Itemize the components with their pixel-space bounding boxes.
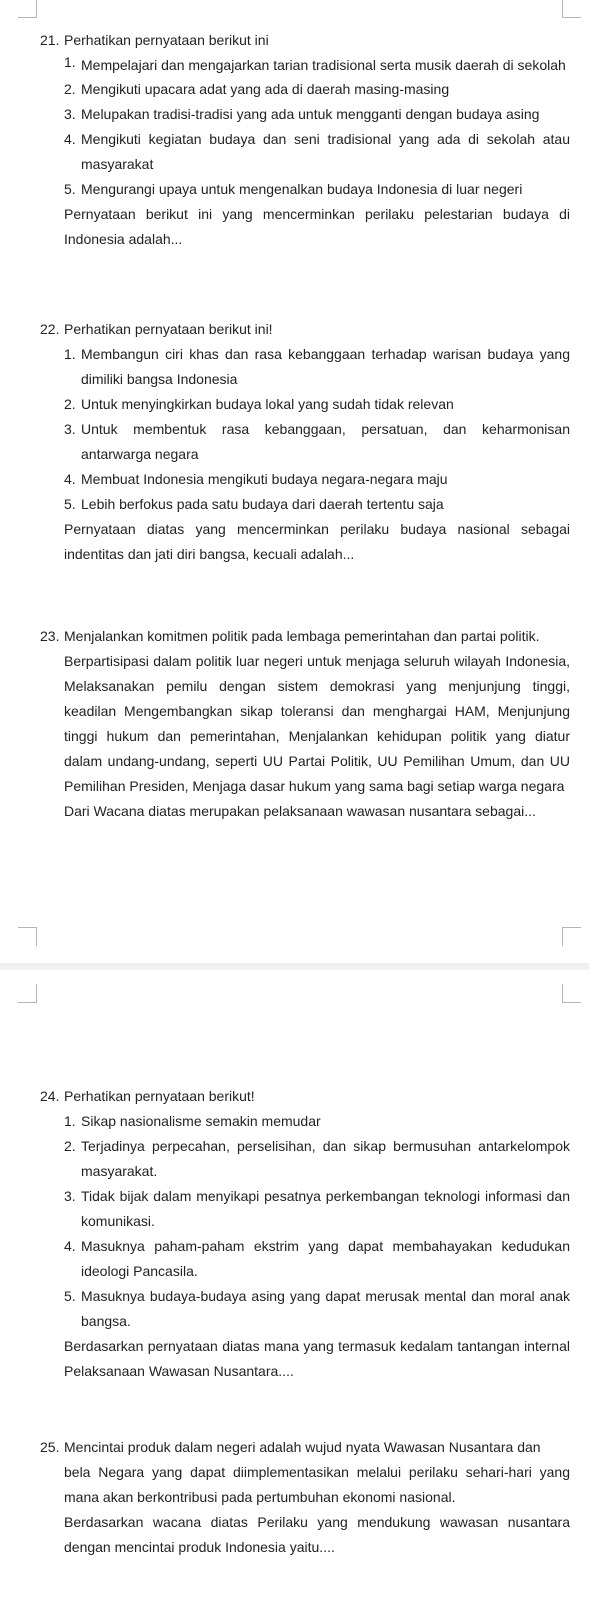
question-stem: Perhatikan pernyataan berikut! — [64, 1088, 255, 1104]
item-number: 3. — [64, 1188, 76, 1204]
item-number: 1. — [64, 1113, 76, 1129]
list-item — [40, 1234, 570, 1284]
item-number: 3. — [64, 421, 76, 437]
item-number: 5. — [64, 1288, 76, 1304]
item-text: Mempelajari dan mengajarkan tarian tradisional serta musik daerah di sekolah — [81, 57, 566, 73]
page-corner-mark — [562, 984, 581, 1003]
question-21 — [40, 28, 570, 252]
question-24 — [40, 1084, 570, 1384]
list-item — [40, 77, 570, 102]
item-text: Membuat Indonesia mengikuti budaya negara-negara maju — [81, 471, 448, 487]
item-number: 2. — [64, 396, 76, 412]
item-number: 1. — [64, 54, 76, 70]
statement-list — [40, 53, 570, 202]
item-number: 3. — [64, 106, 76, 122]
item-text: Membangun ciri khas dan rasa kebanggaan terhadap warisan budaya yang dimiliki bangsa Indonesia — [81, 346, 570, 387]
question-stem: Perhatikan pernyataan berikut ini! — [64, 321, 273, 337]
item-number: 5. — [64, 181, 76, 197]
question-prompt: Berdasarkan pernyataan diatas mana yang termasuk kedalam tantangan internal Pelaksanaan Wawasan Nusantara.... — [64, 1338, 570, 1379]
list-item — [40, 392, 570, 417]
question-stem: Menjalankan komitmen politik pada lembaga pemerintahan dan partai politik. — [64, 628, 540, 644]
item-number: 1. — [64, 346, 76, 362]
question-number: 21. — [40, 32, 60, 48]
item-text: Untuk membentuk rasa kebanggaan, persatuan, dan keharmonisan antarwarga negara — [81, 421, 570, 462]
page-corner-mark — [562, 927, 581, 946]
question-number: 25. — [40, 1439, 60, 1455]
list-item — [40, 53, 570, 77]
item-text: Melupakan tradisi-tradisi yang ada untuk mengganti dengan budaya asing — [81, 106, 540, 122]
list-item — [40, 1109, 570, 1134]
question-number: 22. — [40, 321, 60, 337]
page-corner-mark — [18, 0, 37, 18]
list-item — [40, 467, 570, 492]
list-item — [40, 102, 570, 127]
item-text: Mengikuti kegiatan budaya dan seni tradisional yang ada di sekolah atau masyarakat — [81, 131, 570, 172]
question-stem: Perhatikan pernyataan berikut ini — [64, 32, 269, 48]
item-number: 2. — [64, 1138, 76, 1154]
question-paragraph: Berpartisipasi dalam politik luar negeri untuk menjaga seluruh wilayah Indonesia, Melaksanakan pemilu dengan sistem demokrasi yang menjunjung tinggi, keadilan Mengembangkan sikap toleransi dan menghargai HAM, Menjunjung tinggi hukum dan pemerintahan, Menjalankan kehidupan politik yang diatur dalam undang-undang, seperti UU Partai Politik, UU Pemilihan Umum, dan UU Pemilihan Presiden, Menjaga dasar hukum yang sama bagi setiap warga negara — [64, 653, 570, 794]
statement-list — [40, 342, 570, 517]
item-text: Masuknya budaya-budaya asing yang dapat merusak mental dan moral anak bangsa. — [81, 1288, 570, 1329]
item-text: Tidak bijak dalam menyikapi pesatnya perkembangan teknologi informasi dan komunikasi. — [81, 1188, 570, 1229]
statement-list — [40, 1109, 570, 1334]
item-text: Mengurangi upaya untuk mengenalkan budaya Indonesia di luar negeri — [81, 181, 523, 197]
question-22 — [40, 317, 570, 567]
question-paragraph: bela Negara yang dapat diimplementasikan melalui perilaku sehari-hari yang mana akan berkontribusi pada pertumbuhan ekonomi nasional. — [64, 1464, 570, 1505]
list-item — [40, 127, 570, 177]
question-25 — [40, 1435, 570, 1560]
item-number: 4. — [64, 471, 76, 487]
question-prompt: Dari Wacana diatas merupakan pelaksanaan wawasan nusantara sebagai... — [64, 803, 536, 819]
item-text: Terjadinya perpecahan, perselisihan, dan sikap bermusuhan antarkelompok masyarakat. — [81, 1138, 570, 1179]
item-number: 4. — [64, 131, 76, 147]
page-corner-mark — [18, 984, 37, 1003]
item-number: 2. — [64, 81, 76, 97]
question-number: 23. — [40, 628, 60, 644]
list-item — [40, 492, 570, 517]
page-corner-mark — [562, 0, 581, 18]
list-item — [40, 1284, 570, 1334]
item-text: Lebih berfokus pada satu budaya dari daerah tertentu saja — [81, 496, 444, 512]
list-item — [40, 417, 570, 467]
question-stem: Mencintai produk dalam negeri adalah wujud nyata Wawasan Nusantara dan — [64, 1439, 541, 1455]
item-number: 4. — [64, 1238, 76, 1254]
question-number: 24. — [40, 1088, 60, 1104]
list-item — [40, 177, 570, 202]
item-number: 5. — [64, 496, 76, 512]
list-item — [40, 1134, 570, 1184]
question-prompt: Pernyataan diatas yang mencerminkan perilaku budaya nasional sebagai indentitas dan jati diri bangsa, kecuali adalah... — [64, 521, 570, 562]
item-text: Masuknya paham-paham ekstrim yang dapat membahayakan kedudukan ideologi Pancasila. — [81, 1238, 570, 1279]
document-page-2 — [0, 970, 589, 1599]
list-item — [40, 1184, 570, 1234]
question-prompt: Pernyataan berikut ini yang mencerminkan perilaku pelestarian budaya di Indonesia adalah... — [64, 206, 570, 247]
item-text: Mengikuti upacara adat yang ada di daerah masing-masing — [81, 81, 450, 97]
question-23 — [40, 624, 570, 824]
item-text: Sikap nasionalisme semakin memudar — [81, 1113, 321, 1129]
question-prompt: Berdasarkan wacana diatas Perilaku yang mendukung wawasan nusantara dengan mencintai produk Indonesia yaitu.... — [64, 1514, 570, 1555]
page-corner-mark — [18, 927, 37, 946]
item-text: Untuk menyingkirkan budaya lokal yang sudah tidak relevan — [81, 396, 454, 412]
list-item — [40, 342, 570, 392]
